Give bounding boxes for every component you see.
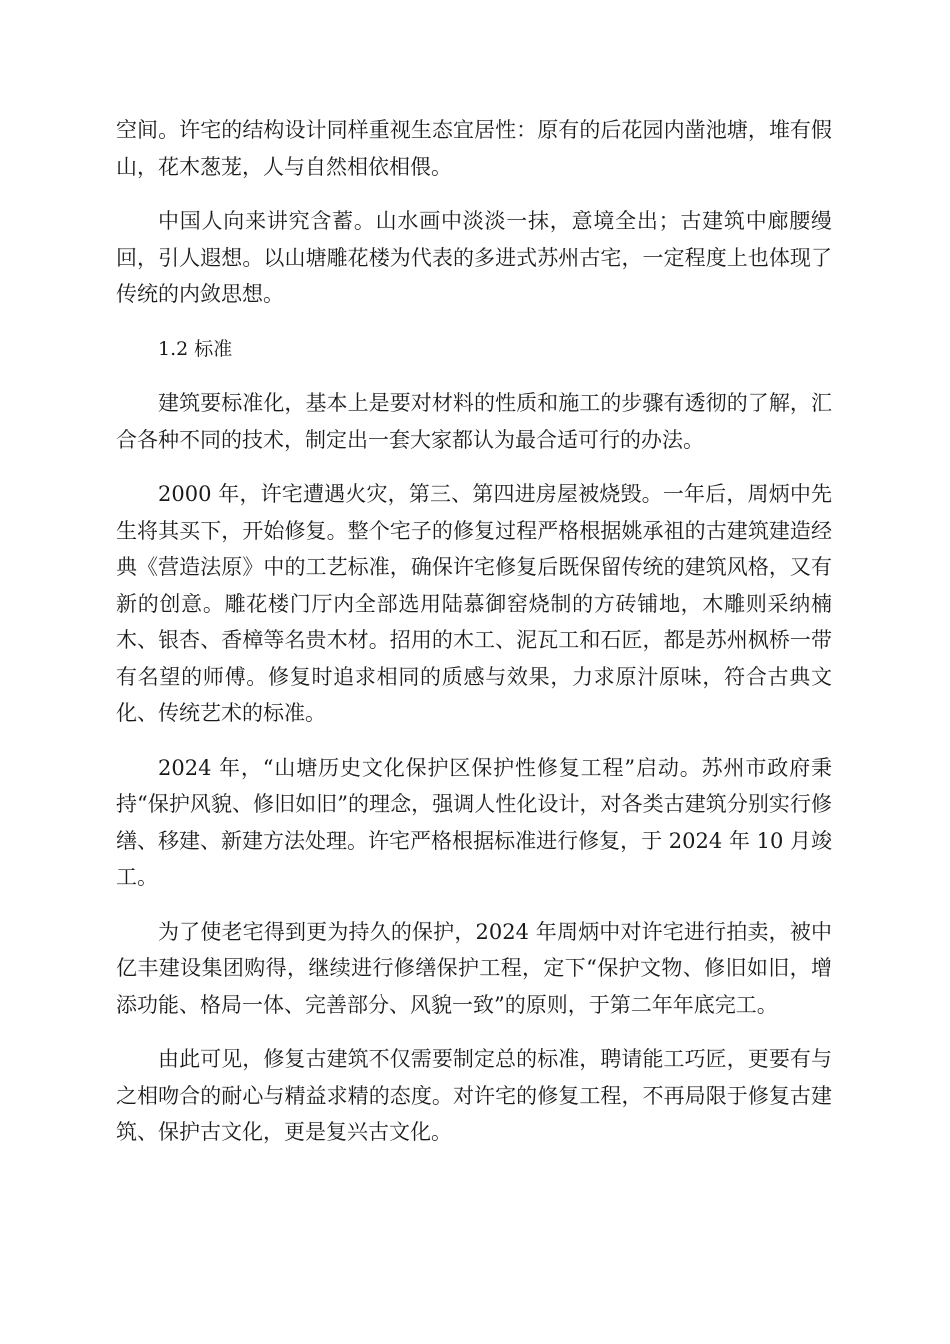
paragraph-2000-fire: 2000 年，许宅遭遇火灾，第三、第四进房屋被烧毁。一年后，周炳中先生将其买下，开始修复。整个宅子的修复过程严格根据姚承祖的古建筑建造经典《营造法原》中的工艺标准，确保许宅修复后既保留传统的建筑风格，又有新的创意。雕花楼门厅内全部选用陆慕御窑烧制的方砖铺地，木雕则采纳楠木、银杏、香樟等名贵木材。招用的木工、泥瓦工和石匠，都是苏州枫桥一带有名望的师傅。修复时追求相同的质感与效果，力求原汁原味，符合古典文化、传统艺术的标准。 xyxy=(116,482,832,725)
paragraph-restraint: 中国人向来讲究含蓄。山水画中淡淡一抹，意境全出；古建筑中廊腰缦回，引人遐想。以山塘雕花楼为代表的多进式苏州古宅，一定程度上也体现了传统的内敛思想。 xyxy=(116,209,832,306)
paragraph-auction: 为了使老宅得到更为持久的保护，2024 年周炳中对许宅进行拍卖，被中亿丰建设集团购得，继续进行修缮保护工程，定下“保护文物、修旧如旧，增添功能、格局一体、完善部分、风貌一致”的原则，于第二年年底完工。 xyxy=(116,919,832,1017)
document-page xyxy=(116,112,832,1169)
paragraph-standardization: 建筑要标准化，基本上是要对材料的性质和施工的步骤有透彻的了解，汇合各种不同的技术，制定出一套大家都认为最合适可行的办法。 xyxy=(116,391,832,452)
paragraph-continuation: 空间。许宅的结构设计同样重视生态宜居性：原有的后花园内凿池塘，堆有假山，花木葱茏，人与自然相依相偎。 xyxy=(116,118,832,179)
section-heading-standard: 1.2 标准 xyxy=(158,337,233,360)
paragraph-2024-project: 2024 年，“山塘历史文化保护区保护性修复工程”启动。苏州市政府秉持“保护风貌、修旧如旧”的理念，强调人性化设计，对各类古建筑分别实行修缮、移建、新建方法处理。许宅严格根据标准进行修复，于 2024 年 10 月竣工。 xyxy=(116,755,832,889)
paragraph-conclusion: 由此可见，修复古建筑不仅需要制定总的标准，聘请能工巧匠，更要有与之相吻合的耐心与精益求精的态度。对许宅的修复工程，不再局限于修复古建筑、保护古文化，更是复兴古文化。 xyxy=(116,1047,832,1144)
